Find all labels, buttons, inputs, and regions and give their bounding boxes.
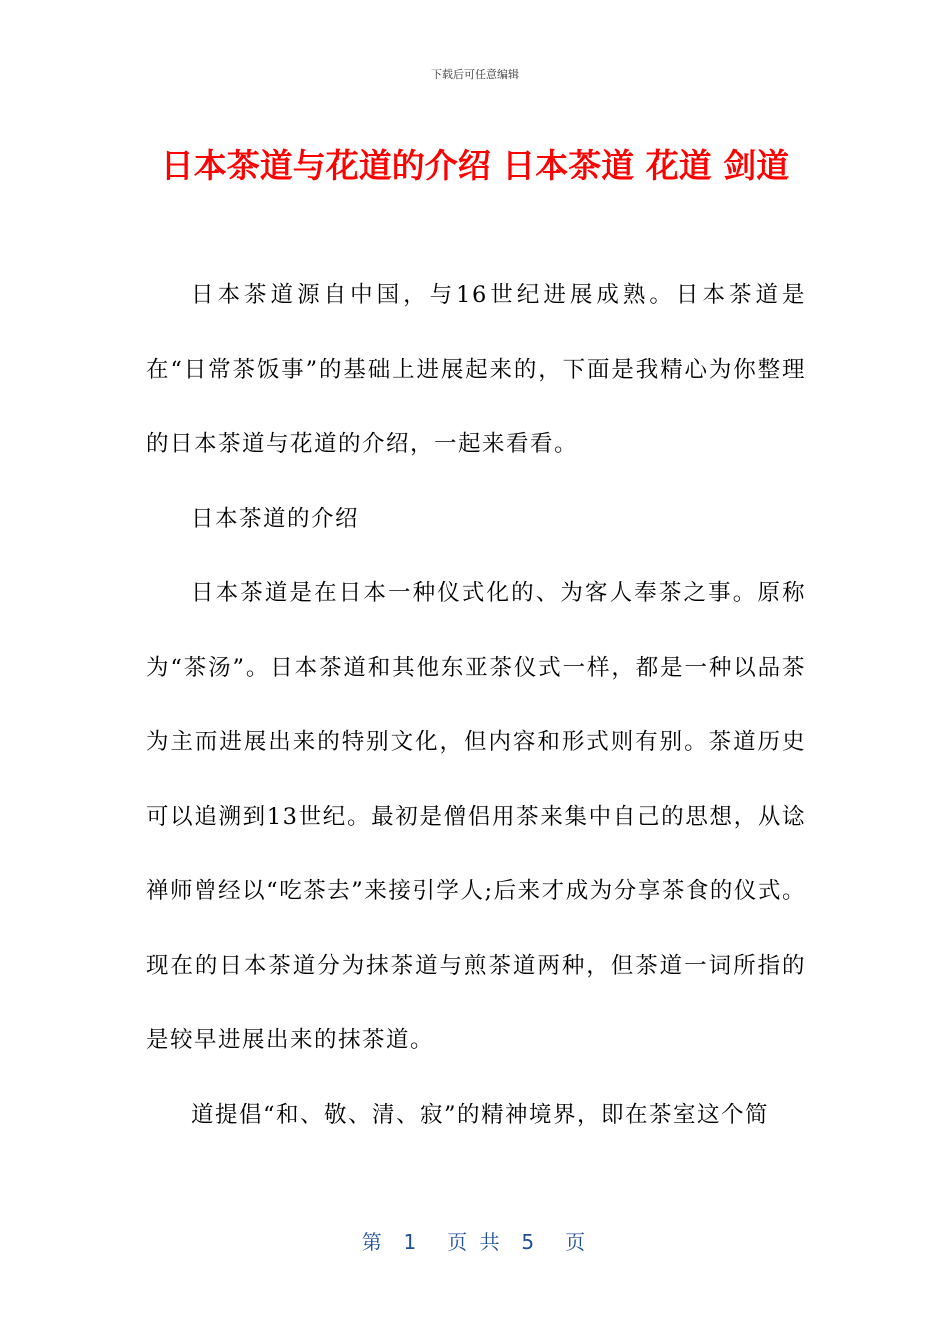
section-heading-tea-ceremony: 日本茶道的介绍 (191, 506, 360, 532)
page-number-footer: 第 1 页 共 5 页 (361, 1230, 589, 1254)
document-title: 日本茶道与花道的介绍 日本茶道 花道 剑道 (160, 146, 790, 185)
paragraph-tea-ceremony: 日本茶道是在日本一种仪式化的、为客人奉茶之事。原称为“茶汤”。日本茶道和其他东亚茶仪式一样，都是一种以品茶为主而进展出来的特别文化，但内容和形式则有别。茶道历史可以追溯到13世纪。最初是僧侣用茶来集中自己的思想，从谂禅师曾经以“吃茶去”来接引学人;后来才成为分享茶食的仪式。现在的日本茶道分为抹茶道与煎茶道两种，但茶道一词所指的是较早进展出来的抹茶道。 (146, 580, 806, 1053)
paragraph-intro: 日本茶道源自中国，与16世纪进展成熟。日本茶道是在“日常茶饭事”的基础上进展起来的，下面是我精心为你整理的日本茶道与花道的介绍，一起来看看。 (146, 282, 806, 457)
paragraph-tea-spirit: 道提倡“和、敬、清、寂”的精神境界，即在茶室这个简 (191, 1102, 770, 1128)
header-note: 下载后可任意编辑 (431, 68, 519, 81)
